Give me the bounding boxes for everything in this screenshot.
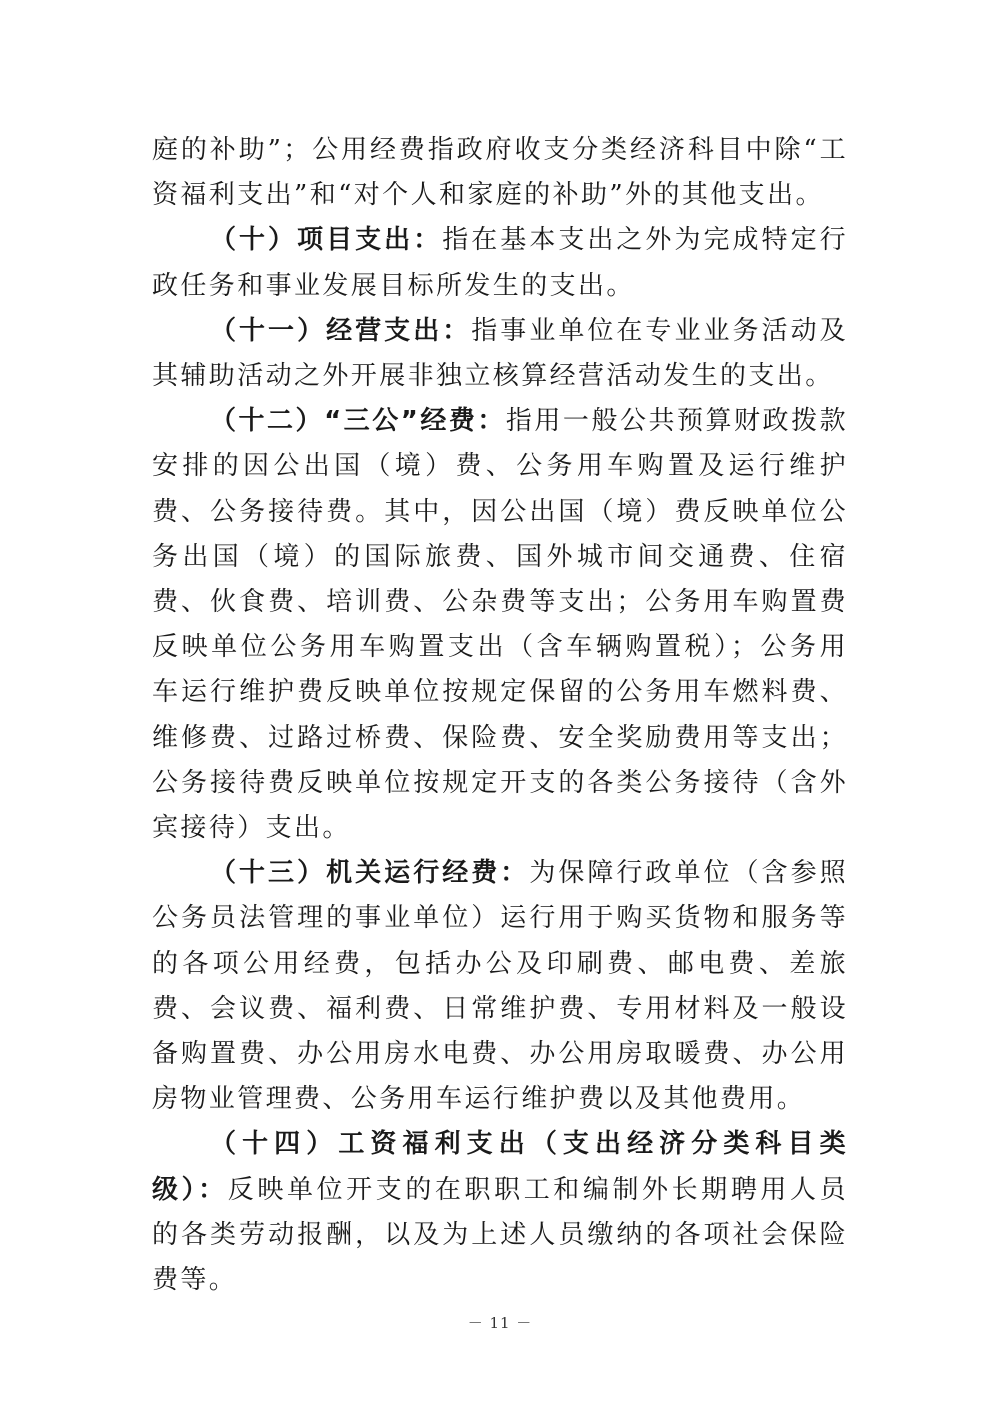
paragraph-text: 指用一般公共预算财政拨款安排的因公出国（境）费、公务用车购置及运行维护费、公务接待费。其中，因公出国（境）费反映单位公务出国（境）的国际旅费、国外城市间交通费、住宿费、伙食费、培训费、公杂费等支出；公务用车购置费反映单位公务用车购置支出（含车辆购置税）；公务用车运行维护费反映单位按规定保留的公务用车燃料费、维修费、过路过桥费、保险费、安全奖励费用等支出；公务接待费反映单位按规定开支的各类公务接待（含外宾接待）支出。 bbox=[152, 406, 848, 844]
term-heading: （十二）“三公”经费： bbox=[210, 406, 506, 437]
paragraph-three-public-expenses bbox=[152, 399, 848, 851]
paragraph-text: 指在基本支出之外为完成特定行政任务和事业发展目标所发生的支出。 bbox=[152, 225, 848, 301]
page-number: － 11 － bbox=[467, 1314, 533, 1332]
document-body bbox=[152, 128, 848, 1303]
paragraph-text: 反映单位开支的在职职工和编制外长期聘用人员的各类劳动报酬，以及为上述人员缴纳的各项社会保险费等。 bbox=[152, 1174, 848, 1296]
term-heading: （十一）经营支出： bbox=[210, 315, 472, 346]
paragraph-wage-welfare-expenditure bbox=[152, 1122, 848, 1303]
paragraph-project-expenditure bbox=[152, 218, 848, 308]
term-heading: （十四）工资福利支出（支出经济分类科目类级）： bbox=[152, 1129, 848, 1205]
paragraph-text: 指事业单位在专业业务活动及其辅助活动之外开展非独立核算经营活动发生的支出。 bbox=[152, 315, 849, 392]
paragraph-continued bbox=[152, 128, 848, 218]
paragraph-text: 庭的补助”；公用经费指政府收支分类经济科目中除“工资福利支出”和“对个人和家庭的补助”外的其他支出。 bbox=[152, 135, 848, 211]
paragraph-operating-expenditure bbox=[152, 309, 848, 399]
term-heading: （十）项目支出： bbox=[210, 225, 443, 256]
paragraph-text: 为保障行政单位（含参照公务员法管理的事业单位）运行用于购买货物和服务等的各项公用经费，包括办公及印刷费、邮电费、差旅费、会议费、福利费、日常维护费、专用材料及一般设备购置费、办公用房水电费、办公用房取暖费、办公用房物业管理费、公务用车运行维护费以及其他费用。 bbox=[152, 858, 848, 1115]
paragraph-agency-operating-funds bbox=[152, 851, 848, 1122]
term-heading: （十三）机关运行经费： bbox=[210, 858, 530, 889]
